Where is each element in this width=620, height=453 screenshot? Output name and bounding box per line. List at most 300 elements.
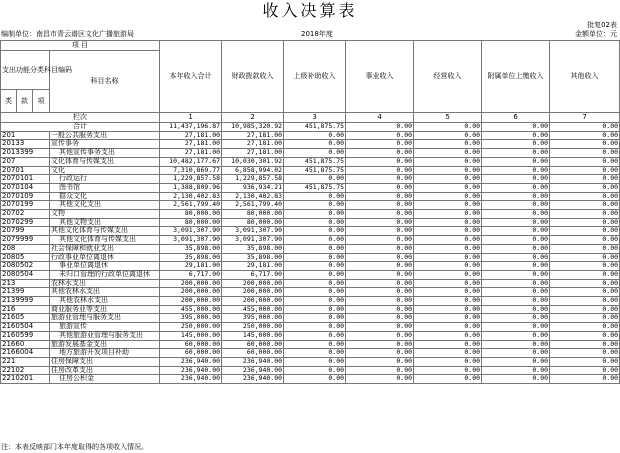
header-row-item [1,41,620,51]
subject-name: 其他农林水支出 [50,288,160,297]
total-value: 0.00 [482,123,550,132]
amount-cell: 0.00 [414,149,482,158]
amount-cell: 0.00 [482,288,550,297]
subject-code: 207 [1,157,50,166]
table-row [1,314,620,323]
amount-cell: 0.00 [550,192,620,201]
amount-cell: 0.00 [414,218,482,227]
subject-code: 2139999 [1,297,50,306]
amount-cell: 0.00 [284,210,346,219]
amount-cell: 0.00 [346,331,414,340]
amount-cell: 0.00 [414,314,482,323]
subject-name: 文化 [50,166,160,175]
total-value: 451,875.75 [284,123,346,132]
amount-cell: 395,000.00 [222,314,284,323]
total-value: 0.00 [550,123,620,132]
amount-cell: 0.00 [346,192,414,201]
amount-cell: 0.00 [346,166,414,175]
table-row [1,349,620,358]
amount-cell: 0.00 [414,210,482,219]
subject-name: 住房改革支出 [50,366,160,375]
amount-cell: 0.00 [284,288,346,297]
amount-cell: 0.00 [414,140,482,149]
subject-code: 22102 [1,366,50,375]
total-row [1,123,620,132]
amount-cell: 0.00 [482,192,550,201]
amount-cell: 0.00 [482,131,550,140]
amount-cell: 0.00 [346,366,414,375]
subject-code: 20701 [1,166,50,175]
amount-cell: 0.00 [550,340,620,349]
table-row [1,357,620,366]
amount-cell: 0.00 [482,314,550,323]
subject-name: 事业单位离退休 [50,262,160,271]
amount-cell: 35,898.00 [160,244,222,253]
amount-cell: 0.00 [414,297,482,306]
amount-cell: 0.00 [346,340,414,349]
amount-cell: 0.00 [482,357,550,366]
amount-cell: 0.00 [284,349,346,358]
amount-cell: 0.00 [414,288,482,297]
subject-code: 2079999 [1,236,50,245]
subject-name: 行政事业单位离退休 [50,253,160,262]
amount-cell: 0.00 [414,340,482,349]
subject-name: 商业服务业等支出 [50,305,160,314]
amount-cell: 145,000.00 [222,331,284,340]
col-num: 7 [550,113,620,123]
amount-cell: 236,940.00 [222,375,284,384]
amount-cell: 0.00 [414,366,482,375]
subject-code: 2070101 [1,175,50,184]
subject-code: 2070109 [1,192,50,201]
subject-code: 2013399 [1,149,50,158]
amount-cell: 0.00 [284,357,346,366]
subject-name: 住房保障支出 [50,357,160,366]
amount-cell: 0.00 [284,131,346,140]
amount-cell: 0.00 [414,253,482,262]
amount-cell: 3,091,307.90 [160,227,222,236]
amount-cell: 0.00 [414,175,482,184]
subject-name: 地方旅游开发项目补助 [50,349,160,358]
amount-cell: 0.00 [414,157,482,166]
total-value: 0.00 [414,123,482,132]
amount-cell: 0.00 [346,131,414,140]
amount-cell: 60,000.00 [160,340,222,349]
subject-name: 旅游发展基金支出 [50,340,160,349]
report-title: 收入决算表 [262,1,358,20]
amount-cell: 0.00 [482,236,550,245]
amount-cell: 0.00 [550,262,620,271]
amount-cell: 0.00 [482,201,550,210]
amount-cell: 0.00 [414,166,482,175]
amount-cell: 0.00 [550,357,620,366]
table-row [1,183,620,192]
amount-cell: 236,940.00 [160,357,222,366]
amount-cell: 3,091,307.90 [222,236,284,245]
subject-name: 农林水支出 [50,279,160,288]
amount-cell: 0.00 [346,201,414,210]
subject-name: 文物 [50,210,160,219]
amount-cell: 0.00 [482,270,550,279]
amount-cell: 0.00 [414,201,482,210]
amount-cell: 2,561,799.40 [222,201,284,210]
amount-cell: 0.00 [284,279,346,288]
subject-name: 其他宣传事务支出 [50,149,160,158]
item-header: 项 目 [1,41,160,51]
amount-cell: 0.00 [414,323,482,332]
amount-cell: 0.00 [346,323,414,332]
amount-cell: 0.00 [482,253,550,262]
subject-name: 住房公积金 [50,375,160,384]
amount-cell: 0.00 [284,323,346,332]
amount-cell: 200,000.00 [222,297,284,306]
amount-cell: 2,130,402.83 [222,192,284,201]
amount-cell: 2,561,799.40 [160,201,222,210]
table-row [1,157,620,166]
subject-name: 旅游业管理与服务支出 [50,314,160,323]
amount-cell: 0.00 [482,305,550,314]
amount-cell: 0.00 [550,305,620,314]
amount-cell: 1,229,857.58 [222,175,284,184]
subject-code: 213 [1,279,50,288]
amount-cell: 0.00 [346,140,414,149]
amount-cell: 0.00 [550,288,620,297]
amount-cell: 80,000.00 [160,218,222,227]
amount-cell: 0.00 [482,140,550,149]
amount-cell: 0.00 [550,183,620,192]
amount-cell: 0.00 [550,175,620,184]
amount-cell: 0.00 [414,331,482,340]
amount-cell: 236,940.00 [222,357,284,366]
subject-code: 2160599 [1,331,50,340]
col-header-operating: 经营收入 [414,41,482,113]
amount-cell: 0.00 [482,366,550,375]
subject-code: 20799 [1,227,50,236]
amount-cell: 0.00 [346,262,414,271]
subject-code: 216 [1,305,50,314]
amount-cell: 0.00 [284,253,346,262]
amount-cell: 0.00 [346,357,414,366]
amount-cell: 0.00 [346,288,414,297]
amount-cell: 1,388,809.96 [160,183,222,192]
amount-cell: 200,000.00 [160,279,222,288]
amount-cell: 0.00 [482,244,550,253]
subject-code: 2166004 [1,349,50,358]
total-label: 合计 [1,123,160,132]
amount-cell: 0.00 [482,340,550,349]
table-row [1,131,620,140]
amount-cell: 236,940.00 [222,366,284,375]
amount-cell: 0.00 [550,166,620,175]
column-number-row [1,113,620,123]
money-unit: 金额单位：元 [575,30,617,38]
amount-cell: 451,875.75 [284,157,346,166]
subject-name: 其他文物支出 [50,218,160,227]
amount-cell: 60,000.00 [222,349,284,358]
col-header-total: 本年收入合计 [160,41,222,113]
amount-cell: 0.00 [550,349,620,358]
amount-cell: 0.00 [284,175,346,184]
subject-name-header: 科目名称 [50,51,160,113]
kuan-header: 款 [17,90,33,113]
amount-cell: 0.00 [284,236,346,245]
col-num: 5 [414,113,482,123]
amount-cell: 0.00 [284,366,346,375]
amount-cell: 0.00 [482,349,550,358]
class-code-header: 支出功能分类科目编码 [1,51,50,90]
amount-cell: 236,940.00 [160,366,222,375]
amount-cell: 0.00 [482,323,550,332]
amount-cell: 0.00 [550,366,620,375]
table-row [1,210,620,219]
amount-cell: 80,000.00 [222,210,284,219]
amount-cell: 0.00 [346,297,414,306]
amount-cell: 60,000.00 [160,349,222,358]
amount-cell: 10,482,177.67 [160,157,222,166]
lei-header: 类 [1,90,17,113]
col-header-superior: 上级补助收入 [284,41,346,113]
subject-code: 2080504 [1,270,50,279]
amount-cell: 0.00 [284,218,346,227]
amount-cell: 35,898.00 [160,253,222,262]
amount-cell: 0.00 [414,305,482,314]
compiling-unit: 编制单位：南昌市青云谱区文化广播旅游局 [1,30,134,38]
amount-cell: 451,875.75 [284,166,346,175]
amount-cell: 29,181.00 [222,262,284,271]
table-row [1,375,620,384]
amount-cell: 0.00 [414,262,482,271]
amount-cell: 29,181.00 [160,262,222,271]
amount-cell: 0.00 [550,253,620,262]
amount-cell: 0.00 [284,331,346,340]
amount-cell: 0.00 [346,210,414,219]
subject-name: 其他农林水支出 [50,297,160,306]
amount-cell: 0.00 [346,305,414,314]
subject-code: 20805 [1,253,50,262]
amount-cell: 0.00 [284,305,346,314]
amount-cell: 0.00 [346,244,414,253]
amount-cell: 0.00 [346,149,414,158]
amount-cell: 0.00 [284,340,346,349]
amount-cell: 0.00 [284,149,346,158]
amount-cell: 0.00 [482,262,550,271]
amount-cell: 0.00 [284,140,346,149]
col-num: 1 [160,113,222,123]
amount-cell: 0.00 [414,349,482,358]
amount-cell: 3,091,307.90 [160,236,222,245]
amount-cell: 0.00 [550,297,620,306]
table-row [1,149,620,158]
amount-cell: 0.00 [346,175,414,184]
subject-name: 社会保障和就业支出 [50,244,160,253]
amount-cell: 0.00 [284,192,346,201]
total-value: 10,985,320.92 [222,123,284,132]
footnote: 注：本表反映部门本年度取得的各项收入情况。 [1,443,148,451]
amount-cell: 0.00 [346,253,414,262]
amount-cell: 80,000.00 [160,210,222,219]
amount-cell: 0.00 [482,175,550,184]
amount-cell: 27,181.00 [160,140,222,149]
amount-cell: 0.00 [550,236,620,245]
amount-cell: 80,000.00 [222,218,284,227]
amount-cell: 236,940.00 [160,375,222,384]
col-header-fiscal: 财政拨款收入 [222,41,284,113]
table-row [1,244,620,253]
amount-cell: 0.00 [482,157,550,166]
amount-cell: 0.00 [482,331,550,340]
data-rows [1,131,620,383]
amount-cell: 27,181.00 [160,131,222,140]
col-header-business: 事业收入 [346,41,414,113]
amount-cell: 0.00 [482,149,550,158]
amount-cell: 3,091,307.90 [222,227,284,236]
amount-cell: 451,875.75 [284,183,346,192]
subject-code: 21605 [1,314,50,323]
subject-code: 2080502 [1,262,50,271]
amount-cell: 0.00 [346,218,414,227]
amount-cell: 0.00 [550,131,620,140]
amount-cell: 455,000.00 [160,305,222,314]
amount-cell: 250,000.00 [222,323,284,332]
income-table [0,40,620,384]
amount-cell: 10,030,301.92 [222,157,284,166]
amount-cell: 0.00 [346,236,414,245]
amount-cell: 6,858,994.02 [222,166,284,175]
hangci-label: 栏次 [1,113,160,123]
amount-cell: 0.00 [550,227,620,236]
amount-cell: 0.00 [414,236,482,245]
subject-name: 其他旅游业管理与服务支出 [50,331,160,340]
amount-cell: 0.00 [550,375,620,384]
subject-code: 221 [1,357,50,366]
amount-cell: 200,000.00 [222,288,284,297]
amount-cell: 0.00 [346,349,414,358]
amount-cell: 0.00 [414,227,482,236]
amount-cell: 0.00 [414,375,482,384]
amount-cell: 0.00 [284,201,346,210]
amount-cell: 0.00 [482,166,550,175]
amount-cell: 0.00 [284,270,346,279]
subject-code: 21399 [1,288,50,297]
table-row [1,331,620,340]
amount-cell: 0.00 [482,218,550,227]
amount-cell: 0.00 [284,375,346,384]
amount-cell: 0.00 [346,279,414,288]
amount-cell: 35,898.00 [222,244,284,253]
amount-cell: 0.00 [482,297,550,306]
col-header-other: 其他收入 [550,41,620,113]
table-row [1,270,620,279]
subject-code: 2070199 [1,201,50,210]
subject-name: 其他文化体育与传媒支出 [50,236,160,245]
amount-cell: 395,000.00 [160,314,222,323]
amount-cell: 0.00 [482,210,550,219]
amount-cell: 0.00 [346,183,414,192]
amount-cell: 0.00 [284,297,346,306]
subject-name: 群众文化 [50,192,160,201]
subject-code: 2070299 [1,218,50,227]
col-num: 6 [482,113,550,123]
amount-cell: 27,181.00 [222,149,284,158]
amount-cell: 200,000.00 [222,279,284,288]
amount-cell: 0.00 [284,244,346,253]
subject-code: 21660 [1,340,50,349]
amount-cell: 0.00 [550,244,620,253]
subject-name: 宣传事务 [50,140,160,149]
amount-cell: 0.00 [346,227,414,236]
amount-cell: 0.00 [346,270,414,279]
total-value: 11,437,196.87 [160,123,222,132]
amount-cell: 0.00 [414,279,482,288]
subject-code: 20702 [1,210,50,219]
table-row [1,166,620,175]
amount-cell: 0.00 [414,131,482,140]
subject-name: 其他文化支出 [50,201,160,210]
subject-name: 其他文化体育与传媒支出 [50,227,160,236]
amount-cell: 0.00 [346,375,414,384]
amount-cell: 455,000.00 [222,305,284,314]
amount-cell: 0.00 [550,218,620,227]
subject-name: 一般公共服务支出 [50,131,160,140]
subject-code: 208 [1,244,50,253]
col-num: 2 [222,113,284,123]
form-number: 批复02表 [587,21,617,29]
amount-cell: 0.00 [346,314,414,323]
amount-cell: 0.00 [482,227,550,236]
amount-cell: 27,181.00 [222,131,284,140]
amount-cell: 60,000.00 [222,340,284,349]
table-row [1,297,620,306]
amount-cell: 0.00 [414,357,482,366]
amount-cell: 200,000.00 [160,297,222,306]
amount-cell: 27,181.00 [222,140,284,149]
subject-code: 201 [1,131,50,140]
amount-cell: 0.00 [482,183,550,192]
subject-code: 2210201 [1,375,50,384]
amount-cell: 145,000.00 [160,331,222,340]
amount-cell: 200,000.00 [160,288,222,297]
col-header-affiliate: 附属单位上缴收入 [482,41,550,113]
amount-cell: 936,934.21 [222,183,284,192]
amount-cell: 250,000.00 [160,323,222,332]
subject-name: 文化体育与传媒支出 [50,157,160,166]
amount-cell: 0.00 [550,314,620,323]
subject-code: 2070104 [1,183,50,192]
amount-cell: 0.00 [346,157,414,166]
amount-cell: 0.00 [550,140,620,149]
subject-name: 图书馆 [50,183,160,192]
xiang-header: 项 [33,90,50,113]
amount-cell: 0.00 [550,201,620,210]
amount-cell: 6,717.00 [222,270,284,279]
table-row [1,201,620,210]
amount-cell: 0.00 [550,210,620,219]
amount-cell: 6,717.00 [160,270,222,279]
subject-code: 20133 [1,140,50,149]
amount-cell: 0.00 [550,149,620,158]
amount-cell: 0.00 [284,262,346,271]
col-num: 4 [346,113,414,123]
amount-cell: 0.00 [550,323,620,332]
col-num: 3 [284,113,346,123]
amount-cell: 0.00 [550,279,620,288]
amount-cell: 0.00 [414,183,482,192]
subject-name: 未归口管理的行政单位离退休 [50,270,160,279]
subject-name: 旅游宣传 [50,323,160,332]
amount-cell: 2,130,402.83 [160,192,222,201]
amount-cell: 0.00 [550,270,620,279]
subject-code: 2160504 [1,323,50,332]
